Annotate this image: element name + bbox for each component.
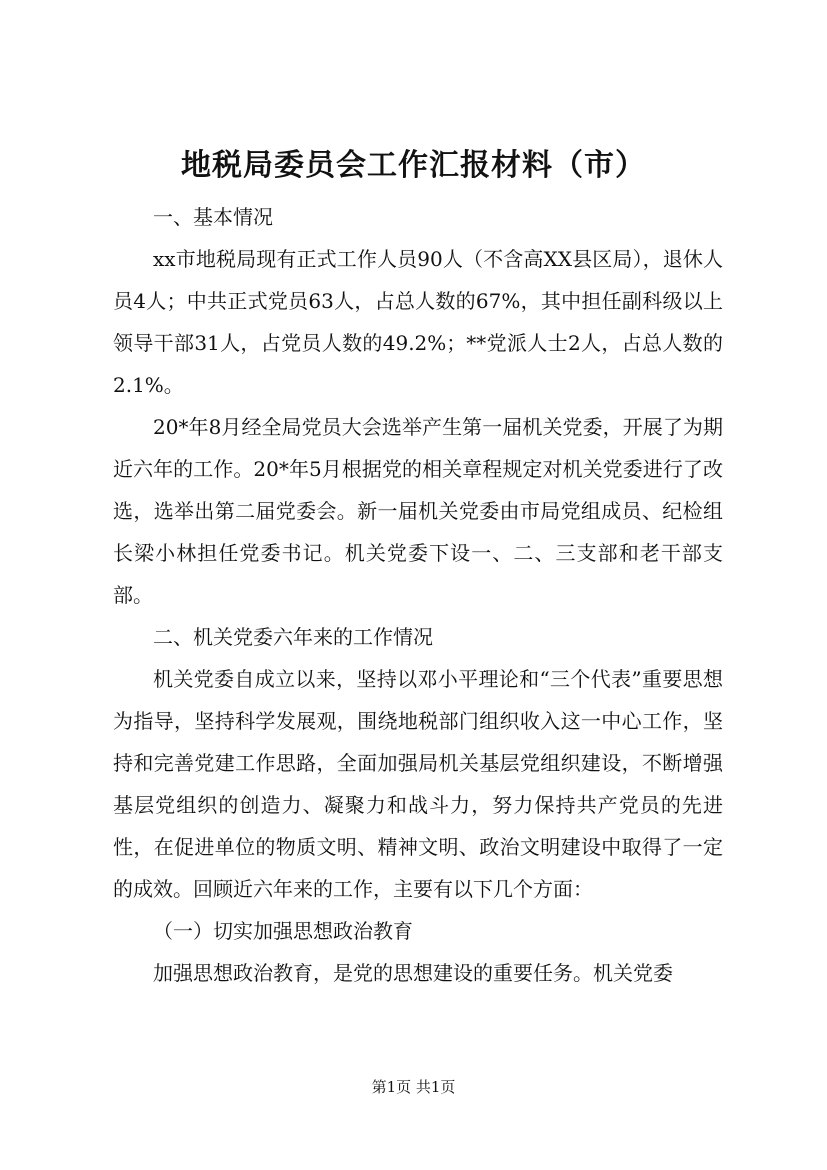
- document-title: 地税局委员会工作汇报材料（市）: [181, 148, 646, 183]
- section-heading-work-situation: 二、机关党委六年来的工作情况: [153, 625, 433, 649]
- subsection-heading-political-education: （一）切实加强思想政治教育: [153, 919, 413, 943]
- paragraph-party-committee-history: 20*年8月经全局党员大会选举产生第一届机关党委，开展了为期近六年的工作。20*年5月根据党的相关章程规定对机关党委进行了改选，选举出第二届党委会。新一届机关党委由市局党组成员、纪检组长梁小林担任党委书记。机关党委下设一、二、三支部和老干部支部。: [113, 415, 723, 607]
- page-footer: 第1页 共1页: [371, 1078, 456, 1096]
- section-heading-basic-info: 一、基本情况: [153, 205, 273, 229]
- paragraph-work-overview: 机关党委自成立以来，坚持以邓小平理论和“三个代表”重要思想为指导，坚持科学发展观，围绕地税部门组织收入这一中心工作，坚持和完善党建工作思路，全面加强局机关基层党组织建设，不断增强基层党组织的创造力、凝聚力和战斗力，努力保持共产党员的先进性，在促进单位的物质文明、精神文明、政治文明建设中取得了一定的成效。回顾近六年来的工作，主要有以下几个方面：: [113, 667, 723, 901]
- paragraph-staff-stats: xx市地税局现有正式工作人员90人（不含高XX县区局），退休人员4人；中共正式党员63人，占总人数的67%，其中担任副科级以上领导干部31人，占党员人数的49.2%；**党派人士2人，占总人数的2.1%。: [113, 247, 723, 397]
- document-body: [113, 196, 723, 994]
- paragraph-political-education: 加强思想政治教育，是党的思想建设的重要任务。机关党委: [153, 961, 673, 985]
